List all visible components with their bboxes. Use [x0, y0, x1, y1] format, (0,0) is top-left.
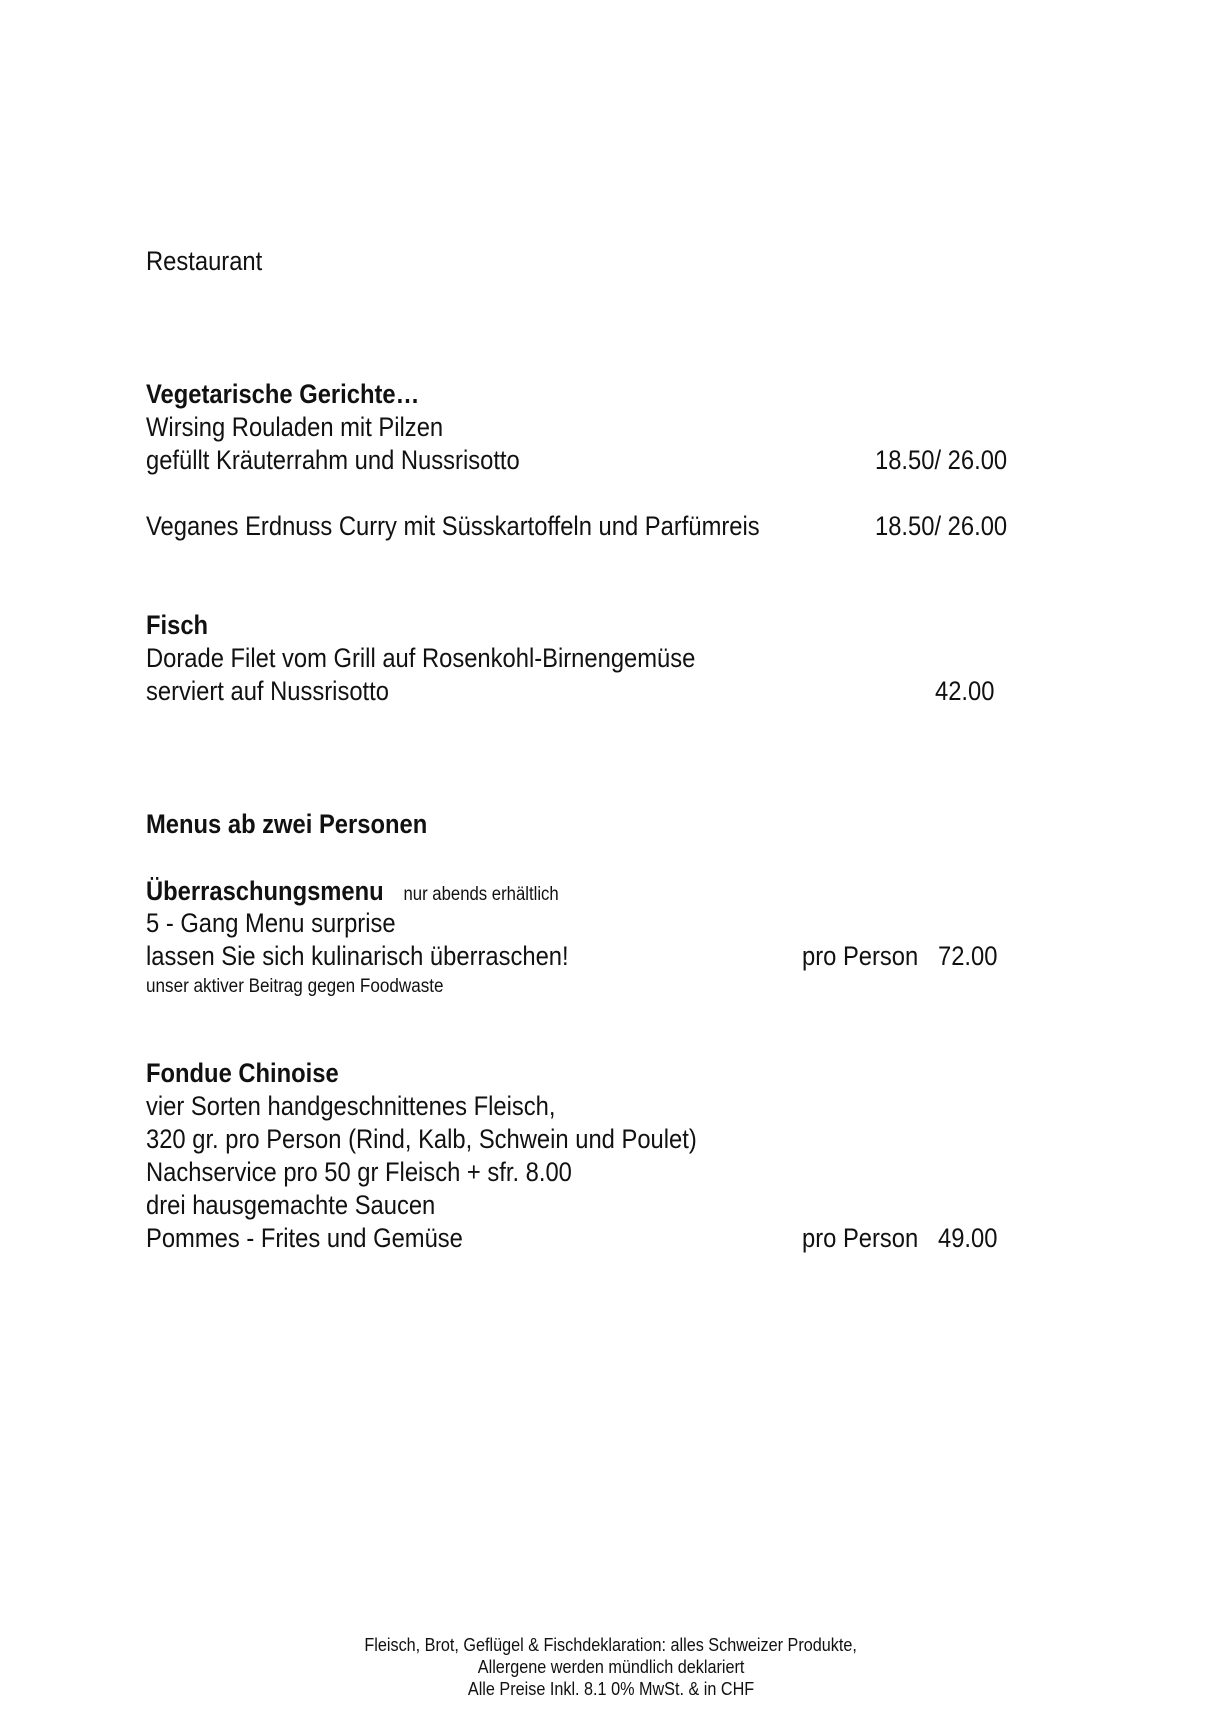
vegetarian-dish1-line1: Wirsing Rouladen mit Pilzen: [146, 412, 444, 442]
footer-line2-text: Allergene werden mündlich deklariert: [477, 1657, 745, 1677]
fish-dish-line2: serviert auf Nussrisotto: [146, 676, 389, 706]
fondue-line4: drei hausgemachte Saucen: [146, 1190, 436, 1220]
fish-dish-line1: Dorade Filet vom Grill auf Rosenkohl-Birnengemüse: [146, 643, 696, 673]
fondue-line1: vier Sorten handgeschnittenes Fleisch,: [146, 1091, 556, 1121]
vegetarian-dish2-line1: Veganes Erdnuss Curry mit Süsskartoffeln und Parfümreis: [146, 511, 760, 541]
restaurant-label: Restaurant: [146, 246, 263, 276]
vegetarian-dish1-line2: gefüllt Kräuterrahm und Nussrisotto: [146, 445, 520, 475]
menus-heading: Menus ab zwei Personen: [146, 809, 428, 839]
surprise-menu-note: unser aktiver Beitrag gegen Foodwaste: [146, 976, 444, 997]
vegetarian-dish1-price: 18.50/ 26.00: [875, 445, 1008, 475]
fondue-price: 49.00: [938, 1223, 998, 1253]
surprise-menu-availability: nur abends erhältlich: [403, 884, 559, 905]
fondue-title: Fondue Chinoise: [146, 1058, 339, 1088]
fondue-price-label: pro Person: [802, 1223, 919, 1253]
surprise-menu-title: Überraschungsmenu: [146, 876, 384, 906]
fish-heading: Fisch: [146, 610, 209, 640]
fish-dish-price: 42.00: [935, 676, 995, 706]
surprise-menu-price-label: pro Person: [802, 941, 919, 971]
footer-line1: [0, 1634, 1222, 1656]
vegetarian-heading: Vegetarische Gerichte…: [146, 379, 420, 409]
fondue-line5: Pommes - Frites und Gemüse: [146, 1223, 463, 1253]
fondue-line3: Nachservice pro 50 gr Fleisch + sfr. 8.00: [146, 1157, 572, 1187]
footer-line3-text: Alle Preise Inkl. 8.1 0% MwSt. & in CHF: [467, 1679, 755, 1699]
fondue-line2: 320 gr. pro Person (Rind, Kalb, Schwein und Poulet): [146, 1124, 697, 1154]
footer-line3: [0, 1678, 1222, 1700]
surprise-menu-line2: lassen Sie sich kulinarisch überraschen!: [146, 941, 569, 971]
surprise-menu-title-row: [146, 875, 559, 911]
footer-line2: [0, 1656, 1222, 1678]
vegetarian-dish2-price: 18.50/ 26.00: [875, 511, 1008, 541]
surprise-menu-line1: 5 - Gang Menu surprise: [146, 908, 396, 938]
footer-line1-text: Fleisch, Brot, Geflügel & Fischdeklaration: alles Schweizer Produkte,: [364, 1635, 858, 1655]
surprise-menu-price: 72.00: [938, 941, 998, 971]
